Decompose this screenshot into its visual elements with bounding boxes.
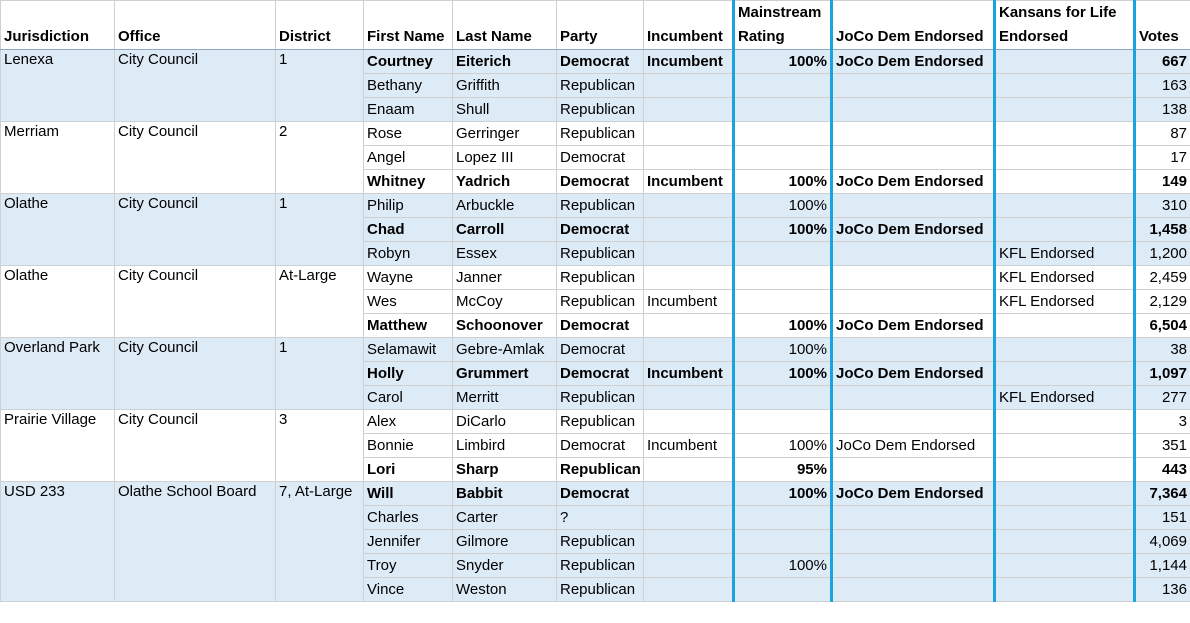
mainstream-rating-cell[interactable]	[734, 122, 832, 146]
mainstream-rating-cell[interactable]: 100%	[734, 50, 832, 74]
first-name-cell[interactable]: Selamawit	[364, 338, 453, 362]
office-cell[interactable]: City Council	[115, 410, 276, 482]
incumbent-cell[interactable]: Incumbent	[644, 170, 734, 194]
party-cell[interactable]: Republican	[557, 554, 644, 578]
party-cell[interactable]: Democrat	[557, 338, 644, 362]
first-name-cell[interactable]: Jennifer	[364, 530, 453, 554]
party-cell[interactable]: Republican	[557, 578, 644, 602]
incumbent-cell[interactable]: Incumbent	[644, 434, 734, 458]
last-name-cell[interactable]: Carroll	[453, 218, 557, 242]
party-cell[interactable]: Republican	[557, 266, 644, 290]
first-name-cell[interactable]: Wayne	[364, 266, 453, 290]
first-name-cell[interactable]: Holly	[364, 362, 453, 386]
kfl-endorsed-cell[interactable]	[995, 74, 1135, 98]
header-jurisdiction[interactable]: Jurisdiction	[1, 1, 115, 50]
kfl-endorsed-cell[interactable]	[995, 146, 1135, 170]
kfl-endorsed-cell[interactable]	[995, 170, 1135, 194]
joco-dem-endorsed-cell[interactable]	[832, 506, 995, 530]
first-name-cell[interactable]: Alex	[364, 410, 453, 434]
party-cell[interactable]: Democrat	[557, 362, 644, 386]
joco-dem-endorsed-cell[interactable]	[832, 338, 995, 362]
last-name-cell[interactable]: Shull	[453, 98, 557, 122]
mainstream-rating-cell[interactable]: 100%	[734, 170, 832, 194]
header-district[interactable]: District	[276, 1, 364, 50]
first-name-cell[interactable]: Philip	[364, 194, 453, 218]
last-name-cell[interactable]: Snyder	[453, 554, 557, 578]
incumbent-cell[interactable]	[644, 74, 734, 98]
header-first-name[interactable]: First Name	[364, 1, 453, 50]
last-name-cell[interactable]: Merritt	[453, 386, 557, 410]
first-name-cell[interactable]: Bethany	[364, 74, 453, 98]
joco-dem-endorsed-cell[interactable]: JoCo Dem Endorsed	[832, 434, 995, 458]
kfl-endorsed-cell[interactable]	[995, 314, 1135, 338]
jurisdiction-cell[interactable]: Merriam	[1, 122, 115, 194]
joco-dem-endorsed-cell[interactable]	[832, 266, 995, 290]
kfl-endorsed-cell[interactable]	[995, 98, 1135, 122]
mainstream-rating-cell[interactable]: 100%	[734, 218, 832, 242]
party-cell[interactable]: Democrat	[557, 170, 644, 194]
votes-cell[interactable]: 6,504	[1135, 314, 1190, 338]
district-cell[interactable]: 3	[276, 410, 364, 482]
kfl-endorsed-cell[interactable]	[995, 458, 1135, 482]
votes-cell[interactable]: 149	[1135, 170, 1190, 194]
district-cell[interactable]: 1	[276, 194, 364, 266]
last-name-cell[interactable]: Yadrich	[453, 170, 557, 194]
mainstream-rating-cell[interactable]: 95%	[734, 458, 832, 482]
party-cell[interactable]: Republican	[557, 98, 644, 122]
incumbent-cell[interactable]	[644, 458, 734, 482]
mainstream-rating-cell[interactable]	[734, 98, 832, 122]
mainstream-rating-cell[interactable]	[734, 266, 832, 290]
party-cell[interactable]: Republican	[557, 242, 644, 266]
table-row	[1, 266, 1190, 290]
first-name-cell[interactable]: Rose	[364, 122, 453, 146]
incumbent-cell[interactable]	[644, 386, 734, 410]
kfl-endorsed-cell[interactable]: KFL Endorsed	[995, 290, 1135, 314]
last-name-cell[interactable]: Lopez III	[453, 146, 557, 170]
joco-dem-endorsed-cell[interactable]: JoCo Dem Endorsed	[832, 362, 995, 386]
first-name-cell[interactable]: Lori	[364, 458, 453, 482]
district-cell[interactable]: 7, At-Large	[276, 482, 364, 602]
district-cell[interactable]: 1	[276, 338, 364, 410]
votes-cell[interactable]: 1,200	[1135, 242, 1190, 266]
first-name-cell[interactable]: Wes	[364, 290, 453, 314]
party-cell[interactable]: Republican	[557, 122, 644, 146]
incumbent-cell[interactable]	[644, 194, 734, 218]
party-cell[interactable]: Democrat	[557, 146, 644, 170]
party-cell[interactable]: ?	[557, 506, 644, 530]
joco-dem-endorsed-cell[interactable]	[832, 194, 995, 218]
header-office[interactable]: Office	[115, 1, 276, 50]
joco-dem-endorsed-cell[interactable]: JoCo Dem Endorsed	[832, 170, 995, 194]
votes-cell[interactable]: 1,097	[1135, 362, 1190, 386]
mainstream-rating-cell[interactable]	[734, 290, 832, 314]
first-name-cell[interactable]: Whitney	[364, 170, 453, 194]
party-cell[interactable]: Republican	[557, 410, 644, 434]
first-name-cell[interactable]: Carol	[364, 386, 453, 410]
joco-dem-endorsed-cell[interactable]	[832, 458, 995, 482]
office-cell[interactable]: City Council	[115, 194, 276, 266]
table-row	[1, 50, 1190, 74]
last-name-cell[interactable]: McCoy	[453, 290, 557, 314]
incumbent-cell[interactable]: Incumbent	[644, 50, 734, 74]
mainstream-rating-cell[interactable]: 100%	[734, 314, 832, 338]
mainstream-rating-cell[interactable]	[734, 242, 832, 266]
mainstream-rating-cell[interactable]	[734, 146, 832, 170]
office-cell[interactable]: City Council	[115, 338, 276, 410]
last-name-cell[interactable]: Babbit	[453, 482, 557, 506]
joco-dem-endorsed-cell[interactable]: JoCo Dem Endorsed	[832, 314, 995, 338]
table-body	[1, 50, 1190, 602]
jurisdiction-cell[interactable]: Olathe	[1, 194, 115, 266]
office-cell[interactable]: City Council	[115, 266, 276, 338]
first-name-cell[interactable]: Vince	[364, 578, 453, 602]
last-name-cell[interactable]: Sharp	[453, 458, 557, 482]
first-name-cell[interactable]: Courtney	[364, 50, 453, 74]
last-name-cell[interactable]: Eiterich	[453, 50, 557, 74]
party-cell[interactable]: Republican	[557, 194, 644, 218]
votes-cell[interactable]: 151	[1135, 506, 1190, 530]
header-joco-dem-endorsed[interactable]: JoCo Dem Endorsed	[832, 1, 995, 50]
first-name-cell[interactable]: Bonnie	[364, 434, 453, 458]
last-name-cell[interactable]: Griffith	[453, 74, 557, 98]
district-cell[interactable]: 1	[276, 50, 364, 122]
mainstream-rating-cell[interactable]	[734, 506, 832, 530]
first-name-cell[interactable]: Chad	[364, 218, 453, 242]
incumbent-cell[interactable]	[644, 314, 734, 338]
joco-dem-endorsed-cell[interactable]	[832, 98, 995, 122]
mainstream-rating-cell[interactable]: 100%	[734, 434, 832, 458]
incumbent-cell[interactable]: Incumbent	[644, 362, 734, 386]
votes-cell[interactable]: 351	[1135, 434, 1190, 458]
mainstream-rating-cell[interactable]: 100%	[734, 338, 832, 362]
first-name-cell[interactable]: Robyn	[364, 242, 453, 266]
kfl-endorsed-cell[interactable]: KFL Endorsed	[995, 242, 1135, 266]
joco-dem-endorsed-cell[interactable]	[832, 554, 995, 578]
incumbent-cell[interactable]	[644, 218, 734, 242]
mainstream-rating-cell[interactable]	[734, 74, 832, 98]
incumbent-cell[interactable]	[644, 578, 734, 602]
votes-cell[interactable]: 1,458	[1135, 218, 1190, 242]
office-cell[interactable]: City Council	[115, 122, 276, 194]
kfl-endorsed-cell[interactable]	[995, 530, 1135, 554]
votes-cell[interactable]: 136	[1135, 578, 1190, 602]
first-name-cell[interactable]: Troy	[364, 554, 453, 578]
district-cell[interactable]: 2	[276, 122, 364, 194]
votes-cell[interactable]: 667	[1135, 50, 1190, 74]
header-party[interactable]: Party	[557, 1, 644, 50]
mainstream-rating-cell[interactable]	[734, 578, 832, 602]
last-name-cell[interactable]: DiCarlo	[453, 410, 557, 434]
votes-cell[interactable]: 87	[1135, 122, 1190, 146]
joco-dem-endorsed-cell[interactable]	[832, 578, 995, 602]
jurisdiction-cell[interactable]: Overland Park	[1, 338, 115, 410]
table-row	[1, 482, 1190, 506]
last-name-cell[interactable]: Weston	[453, 578, 557, 602]
first-name-cell[interactable]: Angel	[364, 146, 453, 170]
last-name-cell[interactable]: Limbird	[453, 434, 557, 458]
district-cell[interactable]: At-Large	[276, 266, 364, 338]
kfl-endorsed-cell[interactable]	[995, 506, 1135, 530]
incumbent-cell[interactable]	[644, 122, 734, 146]
jurisdiction-cell[interactable]: Prairie Village	[1, 410, 115, 482]
votes-cell[interactable]: 1,144	[1135, 554, 1190, 578]
joco-dem-endorsed-cell[interactable]: JoCo Dem Endorsed	[832, 50, 995, 74]
party-cell[interactable]: Republican	[557, 386, 644, 410]
last-name-cell[interactable]: Grummert	[453, 362, 557, 386]
party-cell[interactable]: Democrat	[557, 314, 644, 338]
party-cell[interactable]: Republican	[557, 290, 644, 314]
party-cell[interactable]: Democrat	[557, 50, 644, 74]
mainstream-rating-cell[interactable]	[734, 410, 832, 434]
incumbent-cell[interactable]	[644, 530, 734, 554]
header-kfl-endorsed[interactable]: Kansans for Life Endorsed	[995, 1, 1135, 50]
votes-cell[interactable]: 138	[1135, 98, 1190, 122]
table-row	[1, 410, 1190, 434]
table-row	[1, 194, 1190, 218]
votes-cell[interactable]: 443	[1135, 458, 1190, 482]
joco-dem-endorsed-cell[interactable]	[832, 122, 995, 146]
kfl-endorsed-cell[interactable]	[995, 482, 1135, 506]
last-name-cell[interactable]: Schoonover	[453, 314, 557, 338]
party-cell[interactable]: Republican	[557, 458, 644, 482]
jurisdiction-cell[interactable]: Olathe	[1, 266, 115, 338]
joco-dem-endorsed-cell[interactable]	[832, 410, 995, 434]
kfl-endorsed-cell[interactable]	[995, 218, 1135, 242]
party-cell[interactable]: Democrat	[557, 434, 644, 458]
first-name-cell[interactable]: Enaam	[364, 98, 453, 122]
joco-dem-endorsed-cell[interactable]: JoCo Dem Endorsed	[832, 218, 995, 242]
incumbent-cell[interactable]	[644, 242, 734, 266]
joco-dem-endorsed-cell[interactable]	[832, 290, 995, 314]
votes-cell[interactable]: 163	[1135, 74, 1190, 98]
votes-cell[interactable]: 17	[1135, 146, 1190, 170]
first-name-cell[interactable]: Matthew	[364, 314, 453, 338]
table-row	[1, 338, 1190, 362]
votes-cell[interactable]: 7,364	[1135, 482, 1190, 506]
mainstream-rating-cell[interactable]: 100%	[734, 194, 832, 218]
party-cell[interactable]: Democrat	[557, 218, 644, 242]
joco-dem-endorsed-cell[interactable]	[832, 146, 995, 170]
last-name-cell[interactable]: Janner	[453, 266, 557, 290]
header-incumbent[interactable]: Incumbent	[644, 1, 734, 50]
joco-dem-endorsed-cell[interactable]	[832, 530, 995, 554]
joco-dem-endorsed-cell[interactable]: JoCo Dem Endorsed	[832, 482, 995, 506]
incumbent-cell[interactable]	[644, 410, 734, 434]
mainstream-rating-cell[interactable]: 100%	[734, 482, 832, 506]
kfl-endorsed-cell[interactable]: KFL Endorsed	[995, 386, 1135, 410]
kfl-endorsed-cell[interactable]	[995, 194, 1135, 218]
incumbent-cell[interactable]	[644, 506, 734, 530]
header-row	[1, 1, 1190, 50]
joco-dem-endorsed-cell[interactable]	[832, 74, 995, 98]
kfl-endorsed-cell[interactable]: KFL Endorsed	[995, 266, 1135, 290]
first-name-cell[interactable]: Charles	[364, 506, 453, 530]
votes-cell[interactable]: 38	[1135, 338, 1190, 362]
party-cell[interactable]: Republican	[557, 530, 644, 554]
mainstream-rating-cell[interactable]: 100%	[734, 554, 832, 578]
first-name-cell[interactable]: Will	[364, 482, 453, 506]
kfl-endorsed-cell[interactable]	[995, 578, 1135, 602]
header-votes[interactable]: Votes	[1135, 1, 1190, 50]
kfl-endorsed-cell[interactable]	[995, 50, 1135, 74]
votes-cell[interactable]: 310	[1135, 194, 1190, 218]
kfl-endorsed-cell[interactable]	[995, 410, 1135, 434]
mainstream-rating-cell[interactable]	[734, 386, 832, 410]
incumbent-cell[interactable]	[644, 98, 734, 122]
jurisdiction-cell[interactable]: Lenexa	[1, 50, 115, 122]
last-name-cell[interactable]: Essex	[453, 242, 557, 266]
last-name-cell[interactable]: Carter	[453, 506, 557, 530]
incumbent-cell[interactable]	[644, 338, 734, 362]
header-mainstream-rating[interactable]: Mainstream Rating	[734, 1, 832, 50]
office-cell[interactable]: Olathe School Board	[115, 482, 276, 602]
votes-cell[interactable]: 277	[1135, 386, 1190, 410]
party-cell[interactable]: Democrat	[557, 482, 644, 506]
last-name-cell[interactable]: Gerringer	[453, 122, 557, 146]
kfl-endorsed-cell[interactable]	[995, 122, 1135, 146]
jurisdiction-cell[interactable]: USD 233	[1, 482, 115, 602]
joco-dem-endorsed-cell[interactable]	[832, 386, 995, 410]
party-cell[interactable]: Republican	[557, 74, 644, 98]
kfl-endorsed-cell[interactable]	[995, 338, 1135, 362]
last-name-cell[interactable]: Gilmore	[453, 530, 557, 554]
last-name-cell[interactable]: Gebre-Amlak	[453, 338, 557, 362]
kfl-endorsed-cell[interactable]	[995, 554, 1135, 578]
incumbent-cell[interactable]: Incumbent	[644, 290, 734, 314]
table-row	[1, 122, 1190, 146]
incumbent-cell[interactable]	[644, 554, 734, 578]
votes-cell[interactable]: 3	[1135, 410, 1190, 434]
votes-cell[interactable]: 4,069	[1135, 530, 1190, 554]
kfl-endorsed-cell[interactable]	[995, 434, 1135, 458]
mainstream-rating-cell[interactable]	[734, 530, 832, 554]
votes-cell[interactable]: 2,459	[1135, 266, 1190, 290]
office-cell[interactable]: City Council	[115, 50, 276, 122]
mainstream-rating-cell[interactable]: 100%	[734, 362, 832, 386]
incumbent-cell[interactable]	[644, 146, 734, 170]
last-name-cell[interactable]: Arbuckle	[453, 194, 557, 218]
kfl-endorsed-cell[interactable]	[995, 362, 1135, 386]
joco-dem-endorsed-cell[interactable]	[832, 242, 995, 266]
header-last-name[interactable]: Last Name	[453, 1, 557, 50]
incumbent-cell[interactable]	[644, 482, 734, 506]
incumbent-cell[interactable]	[644, 266, 734, 290]
votes-cell[interactable]: 2,129	[1135, 290, 1190, 314]
